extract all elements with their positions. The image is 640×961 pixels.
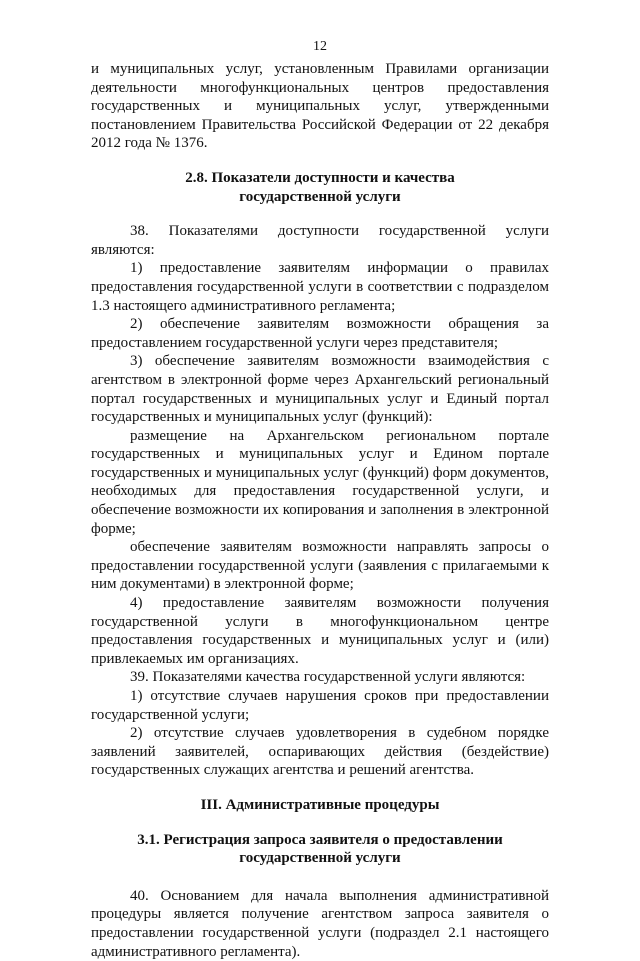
paragraph-38-item-4: 4) предоставление заявителям возможности получения государственной услуги в многофункциональном центре предоставления государственных и муниципальных услуг и (или) привлекаемых им организациях.: [91, 595, 549, 667]
paragraph-40: 40. Основанием для начала выполнения административной процедуры является получение агентством запроса заявителя о предоставлении государственной услуги (подраздел 2.1 настоящего административного регламента).: [91, 887, 549, 960]
paragraph-38-item-3-sub-2: обеспечение заявителям возможности направлять запросы о предоставлении государственной услуги (заявления с прилагаемыми к ним документами) в электронной форме;: [91, 539, 549, 593]
heading-section-3: III. Административные процедуры: [200, 796, 440, 813]
paragraph-38: 38. Показателями доступности государственной услуги являются:: [91, 223, 549, 258]
paragraph-38-item-3-sub-1: размещение на Архангельском региональном портале государственных и муниципальных услуг и Едином портале государственных и муниципальных услуг (функций) форм документов, необходимых для предоставления государственной услуги, и обеспечение возможности их копирования и заполнения в электронной форме;: [91, 427, 549, 537]
paragraph-39-item-2: 2) отсутствие случаев удовлетворения в судебном порядке заявлений заявителей, оспаривающих действия (бездействие) государственных служащих агентства и решений агентства.: [91, 725, 549, 779]
paragraph-38-item-3: 3) обеспечение заявителям возможности взаимодействия с агентством в электронной форме через Архангельский региональный портал государственных и муниципальных услуг и Единый портал государственных и муниципальных услуг (функций):: [91, 353, 549, 426]
paragraph-38-item-1: 1) предоставление заявителям информации о правилах предоставления государственной услуги в соответствии с подразделом 1.3 настоящего административного регламента;: [91, 260, 549, 314]
paragraph-39: 39. Показателями качества государственной услуги являются:: [130, 669, 526, 686]
heading-3-1-line-2: государственной услуги: [239, 850, 401, 867]
heading-2-8-line-2: государственной услуги: [239, 188, 401, 205]
paragraph-continuation: и муниципальных услуг, установленным Правилами организации деятельности многофункциональных центров предоставления государственных и муниципальных услуг, утвержденными постановлением Правительства Российской Федерации от 22 декабря 2012 года № 1376.: [91, 61, 549, 152]
document-body: [91, 60, 549, 961]
paragraph-39-item-1: 1) отсутствие случаев нарушения сроков при предоставлении государственной услуги;: [91, 688, 549, 723]
page-number: 12: [313, 39, 327, 54]
heading-3-1-line-1: 3.1. Регистрация запроса заявителя о предоставлении: [137, 831, 503, 848]
paragraph-38-item-2: 2) обеспечение заявителям возможности обращения за предоставлением государственной услуги через представителя;: [91, 316, 549, 351]
heading-2-8-line-1: 2.8. Показатели доступности и качества: [185, 169, 455, 186]
